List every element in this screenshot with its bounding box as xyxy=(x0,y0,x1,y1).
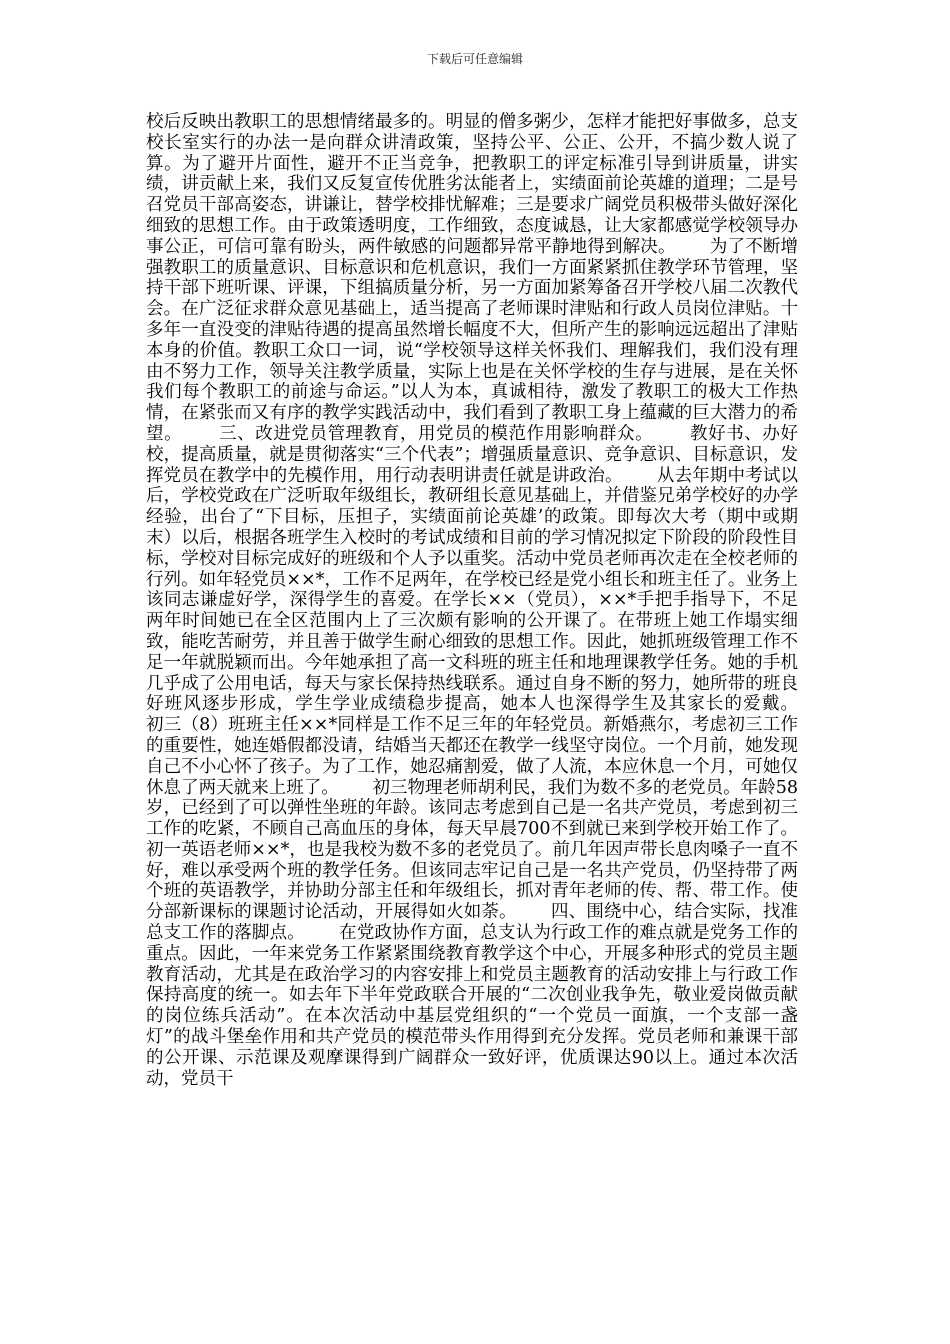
body-paragraph: 校后反映出教职工的思想情绪最多的。明显的僧多粥少，怎样才能把好事做多，总支校长室实行的办法一是向群众讲清政策，坚持公平、公正、公开，不搞少数人说了算。为了避开片面性，避开不正当竞争，把教职工的评定标准引导到讲质量，讲实绩，讲贡献上来，我们又反复宣传优胜劣汰能者上，实绩面前论英雄的道理；二是号召党员干部高姿态，讲谦让，替学校排忧解难；三是要求广阔党员积极带头做好深化细致的思想工作。由于政策透明度，工作细致，态度诚恳，让大家都感觉学校领导办事公正，可信可靠有盼头，两件敏感的问题都异常平静地得到解决。 为了不断增强教职工的质量意识、目标意识和危机意识，我们一方面紧紧抓住教学环节管理，坚持干部下班听课、评课，下组搞质量分析，另一方面加紧筹备召开学校八届二次教代会。在广泛征求群众意见基础上，适当提高了老师课时津贴和行政人员岗位津贴。十多年一直没变的津贴待遇的提高虽然增长幅度不大，但所产生的影响远远超出了津贴本身的价值。教职工众口一词，说“学校领导这样关怀我们、理解我们，我们没有理由不努力工作，领导关注教学质量，实际上也是在关怀学校的生存与进展，是在关怀我们每个教职工的前途与命运。”以人为本，真诚相待，激发了教职工的极大工作热情，在紧张而又有序的教学实践活动中，我们看到了教职工身上蕴藏的巨大潜力的希望。 三、改进党员管理教育，用党员的模范作用影响群众。 教好书、办好校，提高质量，就是贯彻落实“三个代表”；增强质量意识、竞争意识、目标意识，发挥党员在教学中的先模作用，用行动表明讲责任就是讲政治。 从去年期中考试以后，学校党政在广泛听取年级组长，教研组长意见基础上，并借鉴兄弟学校好的办学经验，出台了“下目标，压担子，实绩面前论英雄’的政策。即每次大考（期中或期末）以后，根据各班学生入校时的考试成绩和目前的学习情况拟定下阶段的阶段性目标，学校对目标完成好的班级和个人予以重奖。活动中党员老师再次走在全校老师的行列。如年轻党员××*，工作不足两年，在学校已经是党小组长和班主任了。业务上该同志谦虚好学，深得学生的喜爱。在学长××（党员），××*手把手指导下，不足两年时间她已在全区范围内上了三次颇有影响的公开课了。在带班上她工作塌实细致，能吃苦耐劳，并且善于做学生耐心细致的思想工作。因此，她抓班级管理工作不足一年就脱颖而出。今年她承担了高一文科班的班主任和地理课教学任务。她的手机几乎成了公用电话，每天与家长保持热线联系。通过自身不断的努力，她所带的班良好班风逐步形成，学生学业成绩稳步提高，她本人也深得学生及其家长的爱戴。 初三（8）班班主任××*同样是工作不足三年的年轻党员。新婚燕尔，考虑初三工作的重要性，她连婚假都没请，结婚当天都还在教学一线坚守岗位。一个月前，她发现自己不小心怀了孩子。为了工作，她忍痛割爱，做了人流，本应休息一个月，可她仅休息了两天就来上班了。 初三物理老师胡利民，我们为数不多的老党员。年龄58岁，已经到了可以弹性坐班的年龄。该同志考虑到自己是一名共产党员，考虑到初三工作的吃紧，不顾自己高血压的身体，每天早晨700不到就已来到学校开始工作了。初一英语老师××*，也是我校为数不多的老党员了。前几年因声带长息肉嗓子一直不好，难以承受两个班的教学任务。但该同志牢记自己是一名共产党员，仍坚持带了两个班的英语教学，并协助分部主任和年级组长，抓对青年老师的传、帮、带工作。使分部新课标的课题讨论活动，开展得如火如荼。 四、围绕中心，结合实际，找准总支工作的落脚点。 在党政协作方面，总支认为行政工作的难点就是党务工作的重点。因此，一年来党务工作紧紧围绕教育教学这个中心，开展多种形式的党员主题教育活动，尤其是在政治学习的内容安排上和党员主题教育的活动安排上与行政工作保持高度的统一。如去年下半年党政联合开展的“二次创业我争先，敬业爱岗做贡献的岗位练兵活动”。在本次活动中基层党组织的“一个党员一面旗，一个支部一盏灯”的战斗堡垒作用和共产党员的模范带头作用得到充分发挥。党员老师和兼课干部的公开课、示范课及观摩课得到广阔群众一致好评，优质课达90以上。通过本次活动，党员干 xyxy=(146,112,832,1089)
page-header: 下载后可任意编辑 xyxy=(426,52,523,66)
